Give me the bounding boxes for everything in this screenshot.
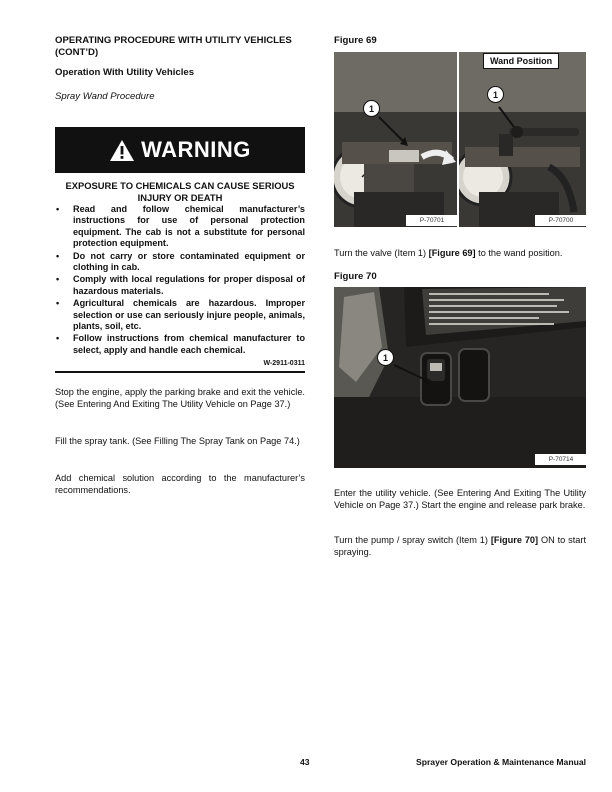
paragraph-fill-tank: Fill the spray tank. (See Filling The Spray Tank on Page 74.) [55, 436, 300, 446]
wand-position-label: Wand Position [483, 53, 559, 69]
warning-banner [55, 127, 305, 173]
paragraph-turn-pump [334, 534, 586, 558]
subsection-title: Operation With Utility Vehicles [55, 67, 195, 78]
paragraph-turn-valve [334, 247, 586, 259]
valve-photo-right-image [459, 52, 586, 227]
photo-code-p70701: P-70701 [406, 215, 457, 226]
warning-code: W-2911-0311 [263, 360, 305, 367]
warning-divider [55, 371, 305, 373]
switch-panel-image [334, 287, 586, 468]
photo-code-p70714: P-70714 [535, 454, 586, 465]
callout-1-right: 1 [487, 86, 504, 103]
warning-item: • Do not carry or store contaminated equipment or clothing in cab. [56, 250, 305, 273]
figure-69-photo-right [459, 52, 586, 227]
figure-69-ref: [Figure 69] [428, 248, 476, 258]
turn-pump-text: Turn the pump / spray switch (Item 1) [334, 535, 491, 545]
turn-valve-text-end: to the wand position. [475, 248, 563, 258]
turn-pump-text-end: ON to start spraying. [334, 535, 586, 557]
turn-valve-text: Turn the valve (Item 1) [334, 248, 429, 258]
warning-item: • Read and follow chemical manufacturer’s instructions for use of personal protection equipment. The cab is not a substitute for personal protection equipment. [56, 204, 305, 249]
callout-1-switch: 1 [377, 349, 394, 366]
figure-70-photo [334, 287, 586, 468]
figure-70-ref: [Figure 70] [490, 535, 539, 545]
warning-triangle-icon [109, 139, 135, 162]
valve-photo-left-image [334, 52, 457, 227]
paragraph-add-chemical: Add chemical solution according to the manufacturer’s recommendations. [55, 473, 305, 495]
figure-69-label: Figure 69 [334, 35, 377, 46]
section-title: OPERATING PROCEDURE WITH UTILITY VEHICLES (CONT’D) [55, 35, 292, 58]
photo-code-p70700: P-70700 [535, 215, 586, 226]
paragraph-stop-engine: Stop the engine, apply the parking brake and exit the vehicle. (See Entering And Exiting The Utility Vehicle on Page 37.) [55, 387, 305, 409]
warning-item: • Agricultural chemicals are hazardous. Improper selection or use can seriously injure people, animals, plants, soil, etc. [56, 298, 305, 332]
procedure-title: Spray Wand Procedure [55, 91, 155, 102]
warning-title: WARNING [141, 137, 251, 162]
figure-70-label: Figure 70 [334, 271, 377, 282]
warning-subtitle: EXPOSURE TO CHEMICALS CAN CAUSE SERIOUS INJURY OR DEATH [65, 180, 295, 203]
manual-title: Sprayer Operation & Maintenance Manual [415, 757, 586, 767]
warning-item: • Follow instructions from chemical manufacturer to select, apply and handle each chemical. [56, 333, 305, 355]
paragraph-enter-vehicle: Enter the utility vehicle. (See Entering And Exiting The Utility Vehicle on Page 37.) Start the engine and release park brake. [334, 488, 586, 510]
page-number: 43 [300, 757, 310, 767]
callout-1-left: 1 [363, 100, 380, 117]
warning-item: • Comply with local regulations for proper disposal of hazardous materials. [56, 274, 305, 296]
warning-list [55, 204, 305, 357]
figure-69-photo-left [334, 52, 457, 227]
